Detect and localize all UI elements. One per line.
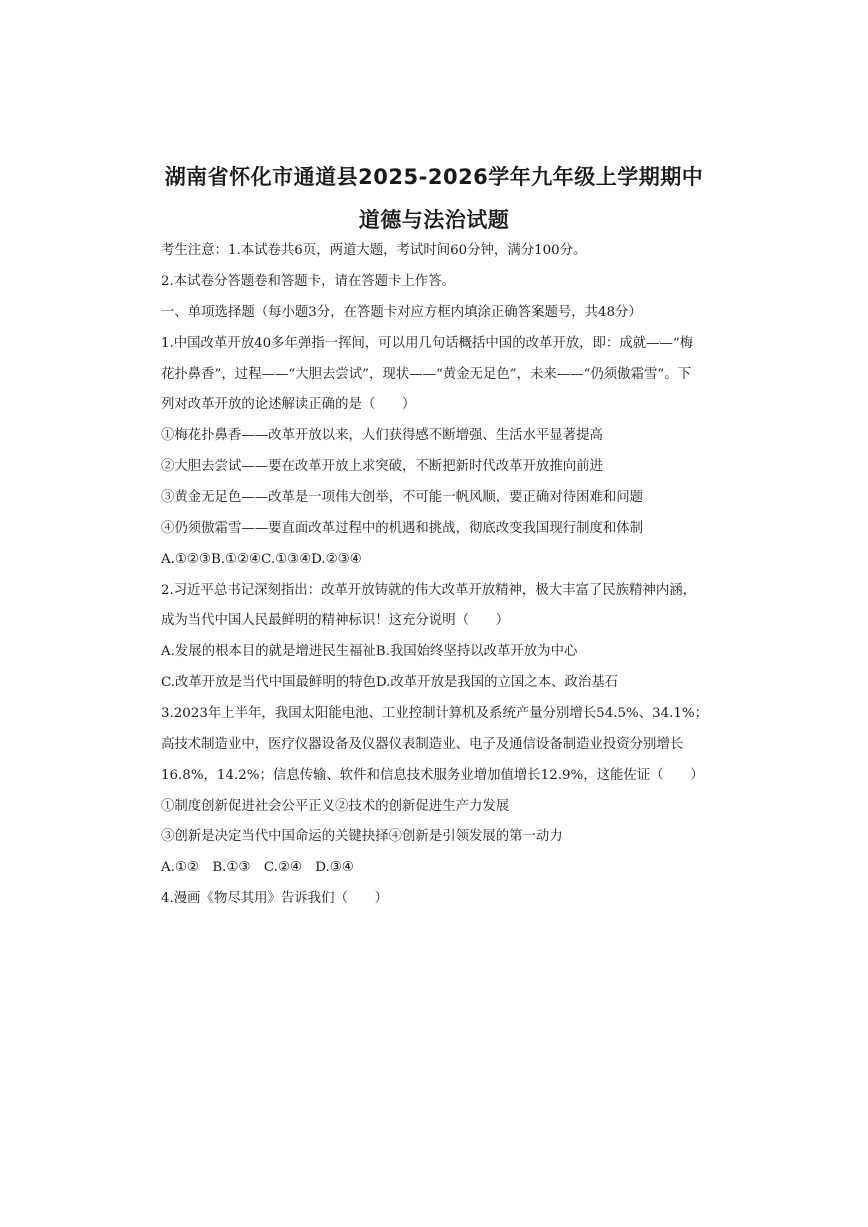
- q1-item-2: ②大胆去尝试——要在改革开放上求突破，不断把新时代改革开放推向前进: [161, 459, 603, 474]
- exam-title: 湖南省怀化市通道县2025-2026学年九年级上学期期中: [164, 165, 704, 189]
- q3-options: A.①② B.①③ C.②④ D.③④: [161, 860, 354, 875]
- exam-note-1: 考生注意：1.本试卷共6页，两道大题，考试时间60分钟，满分100分。: [161, 243, 587, 258]
- section-heading: 一、单项选择题（每小题3分，在答题卡对应方框内填涂正确答案题号，共48分）: [161, 305, 642, 320]
- q3-items-line-1: ①制度创新促进社会公平正义②技术的创新促进生产力发展: [161, 799, 510, 814]
- q2-options-line-2: C.改革开放是当代中国最鲜明的特色D.改革开放是我国的立国之本、政治基石: [161, 675, 619, 690]
- q1-item-3: ③黄金无足色——改革是一项伟大创举，不可能一帆风顺，要正确对待困难和问题: [161, 490, 644, 505]
- q2-options-line-1: A.发展的根本目的就是增进民生福祉B.我国始终坚持以改革开放为中心: [161, 644, 578, 659]
- q3-stem-line-3: 16.8%，14.2%；信息传输、软件和信息技术服务业增加值增长12.9%，这能佐证（ ）: [161, 768, 704, 783]
- q2-stem-line-2: 成为当代中国人民最鲜明的精神标识！这充分说明（ ）: [161, 613, 510, 628]
- q1-item-1: ①梅花扑鼻香——改革开放以来，人们获得感不断增强、生活水平显著提高: [161, 428, 603, 443]
- exam-subtitle: 道德与法治试题: [358, 208, 510, 232]
- q1-stem-line-3: 列对改革开放的论述解读正确的是（ ）: [161, 397, 416, 412]
- exam-note-2: 2.本试卷分答题卷和答题卡，请在答题卡上作答。: [161, 274, 455, 289]
- q1-stem-line-2: 花扑鼻香”，过程——“大胆去尝试”，现状——“黄金无足色”，未来——“仍须傲霜雪”。下: [161, 367, 691, 382]
- q2-stem-line-1: 2.习近平总书记深刻指出：改革开放铸就的伟大改革开放精神，极大丰富了民族精神内涵，: [161, 583, 697, 598]
- q1-item-4: ④仍须傲霜雪——要直面改革过程中的机遇和挑战，彻底改变我国现行制度和体制: [161, 521, 644, 536]
- q1-stem-line-1: 1.中国改革开放40多年弹指一挥间，可以用几句话概括中国的改革开放，即：成就——“梅: [161, 336, 694, 351]
- q1-options: A.①②③B.①②④C.①③④D.②③④: [161, 552, 362, 567]
- q3-items-line-2: ③创新是决定当代中国命运的关键抉择④创新是引领发展的第一动力: [161, 829, 563, 844]
- q3-stem-line-2: 高技术制造业中，医疗仪器设备及仪器仪表制造业、电子及通信设备制造业投资分别增长: [161, 737, 684, 752]
- q4-stem-line-1: 4.漫画《物尽其用》告诉我们（ ）: [161, 891, 389, 906]
- q3-stem-line-1: 3.2023年上半年，我国太阳能电池、工业控制计算机及系统产量分别增长54.5%、34.1%；: [161, 706, 709, 721]
